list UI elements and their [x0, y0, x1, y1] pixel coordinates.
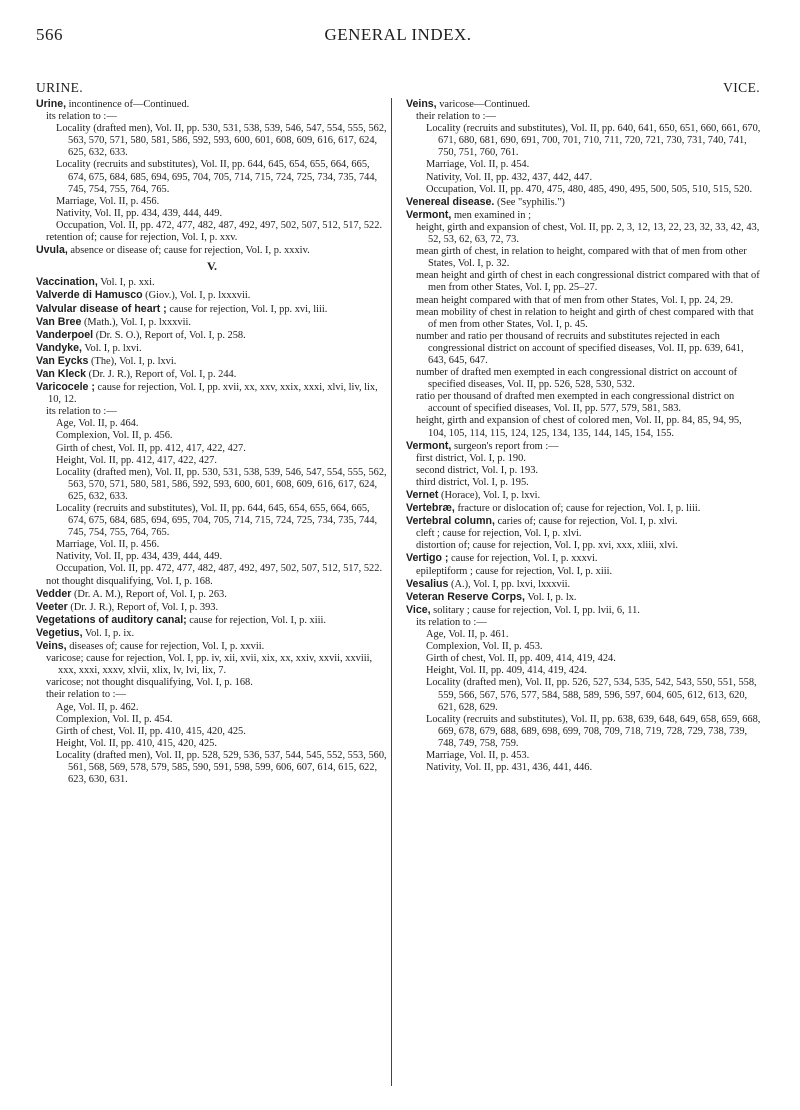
index-subentry	[36, 551, 388, 563]
index-subentry	[36, 738, 388, 750]
entry-text: mean mobility of chest in relation to height and girth of chest compared with that of men from other States, Vol. I, p. 45.	[416, 306, 754, 330]
entry-text: number and ratio per thousand of recruits and substitutes rejected in each congressional district on account of specified diseases, Vol. II, pp. 639, 641, 643, 645, 647.	[416, 330, 744, 366]
entry-text: Locality (drafted men), Vol. II, pp. 528, 529, 536, 537, 544, 545, 552, 553, 560, 561, 568, 569, 578, 579, 585, 590, 591, 598, 599, 606, 607, 614, 615, 622, 623, 630, 631.	[56, 749, 387, 786]
entry-text: not thought disqualifying, Vol. I, p. 168.	[46, 575, 213, 587]
entry-text: epileptiform ; cause for rejection, Vol. I, p. xiii.	[416, 565, 613, 577]
entry-text: (Dr. S. O.), Report of, Vol. I, p. 258.	[93, 329, 246, 341]
entry-text: Girth of chest, Vol. II, pp. 409, 414, 419, 424.	[426, 653, 616, 665]
index-subentry	[406, 629, 762, 641]
entry-text: Nativity, Vol. II, pp. 434, 439, 444, 449.	[56, 207, 223, 219]
entry-heading: Vegetations of auditory canal;	[36, 613, 187, 626]
entry-text: (See "syphilis.")	[494, 196, 565, 208]
entry-text: Marriage, Vol. II, p. 456.	[56, 195, 160, 207]
index-subentry	[36, 159, 388, 195]
index-entry	[406, 502, 762, 515]
index-subentry	[36, 714, 388, 726]
entry-text: Height, Vol. II, pp. 410, 415, 420, 425.	[56, 737, 217, 749]
index-subentry	[406, 172, 762, 184]
entry-text: Locality (recruits and substitutes), Vol. II, pp. 640, 641, 650, 651, 660, 661, 670, 671, 680, 681, 690, 691, 700, 701, 710, 711, 720, 721, 730, 731, 740, 741, 750, 751, 760, 761.	[426, 123, 761, 159]
entry-text: Locality (recruits and substitutes), Vol. II, pp. 644, 645, 654, 655, 664, 665, 674, 675, 684, 685, 694, 695, 704, 705, 714, 715, 724, 725, 734, 735, 744, 745, 754, 755, 764, 765.	[56, 159, 378, 195]
index-subentry	[36, 406, 388, 418]
entry-text: caries of; cause for rejection, Vol. I, p. xlvi.	[494, 516, 678, 528]
index-subentry	[36, 726, 388, 738]
entry-text: Marriage, Vol. II, p. 456.	[56, 539, 160, 551]
entry-heading: Uvula,	[36, 244, 68, 257]
entry-text: varicose; cause for rejection, Vol. I, pp. iv, xii, xvii, xix, xx, xxiv, xxvii, xxviii, xxx, xxxi, xxxv, xlvii, xlix, lv, lvi, lix, 7.	[46, 653, 373, 677]
index-subentry	[36, 232, 388, 244]
index-entry	[36, 355, 388, 368]
entry-text: retention of; cause for rejection, Vol. I, p. xxv.	[46, 232, 238, 244]
entry-heading: Urine,	[36, 98, 67, 110]
guide-word-left: URINE.	[36, 80, 84, 95]
entry-heading: Varicocele ;	[36, 381, 95, 394]
index-subentry	[406, 617, 762, 629]
entry-heading: Veteran Reserve Corps,	[406, 590, 525, 603]
index-subentry	[406, 641, 762, 653]
index-subentry	[406, 677, 762, 713]
entry-text: its relation to :—	[416, 616, 487, 628]
entry-text: height, girth and expansion of chest, Vol. II, pp. 2, 3, 12, 13, 22, 23, 32, 33, 42, 43, 52, 53, 62, 63, 72, 73.	[416, 221, 760, 246]
index-entry	[36, 276, 388, 289]
index-entry	[36, 329, 388, 342]
index-subentry	[36, 702, 388, 714]
index-entry	[406, 209, 762, 222]
entry-heading: Vice,	[406, 603, 431, 616]
index-subentry	[406, 222, 762, 246]
index-entry	[406, 552, 762, 565]
index-subentry	[36, 467, 388, 503]
entry-text: distortion of; cause for rejection, Vol. I, pp. xvi, xxx, xliii, xlvi.	[416, 540, 678, 552]
index-entry	[406, 98, 762, 111]
entry-text: their relation to :—	[46, 689, 126, 701]
entry-text: incontinence of—Continued.	[66, 99, 190, 110]
entry-text: solitary ; cause for rejection, Vol. I, pp. lvii, 6, 11.	[430, 604, 640, 616]
index-entry	[36, 614, 388, 627]
entry-text: Locality (drafted men), Vol. II, pp. 526, 527, 534, 535, 542, 543, 550, 551, 558, 559, 566, 567, 576, 577, 584, 588, 589, 596, 597, 604, 605, 612, 613, 620, 621, 628, 629.	[426, 677, 757, 713]
index-subentry	[406, 111, 762, 123]
entry-text: Locality (recruits and substitutes), Vol. II, pp. 638, 639, 648, 649, 658, 659, 668, 669, 678, 679, 688, 689, 698, 699, 708, 709, 718, 719, 728, 729, 738, 739, 748, 749, 758, 759.	[426, 713, 761, 749]
index-subentry	[406, 750, 762, 762]
entry-text: ratio per thousand of drafted men exempted in each congressional district on account of specified diseases, Vol. II, pp. 577, 579, 581, 583.	[416, 391, 735, 415]
index-subentry	[406, 391, 762, 415]
entry-heading: Van Eycks	[36, 354, 89, 367]
entry-text: varicose; not thought disqualifying, Vol. I, p. 168.	[46, 677, 253, 689]
index-subentry	[406, 528, 762, 540]
entry-text: its relation to :—	[46, 111, 117, 123]
entry-heading: Vernet	[406, 489, 439, 501]
index-entry	[406, 604, 762, 617]
index-entry	[36, 98, 388, 111]
entry-heading: Veins,	[406, 98, 437, 110]
entry-text: Age, Vol. II, p. 464.	[56, 418, 139, 430]
entry-text: cause for rejection, Vol. I, pp. xvi, liii.	[166, 303, 328, 315]
entry-text: second district, Vol. I, p. 193.	[416, 464, 538, 476]
index-subentry	[406, 246, 762, 270]
index-subentry	[36, 111, 388, 123]
entry-text: Nativity, Vol. II, pp. 432, 437, 442, 447.	[426, 171, 593, 183]
entry-heading: Valvular disease of heart ;	[36, 302, 167, 315]
index-entry	[36, 342, 388, 355]
entry-text: surgeon's report from :—	[451, 440, 559, 452]
index-subentry	[406, 762, 762, 774]
entry-text: Locality (drafted men), Vol. II, pp. 530, 531, 538, 539, 546, 547, 554, 555, 562, 563, 570, 571, 580, 581, 586, 592, 593, 600, 601, 608, 609, 616, 617, 624, 625, 632, 633.	[56, 123, 387, 159]
index-entry	[406, 515, 762, 528]
entry-heading: Vertebræ,	[406, 502, 455, 515]
entry-text: varicose—Continued.	[436, 99, 531, 110]
entry-heading: Vermont,	[406, 208, 452, 221]
index-entry	[406, 591, 762, 604]
index-subentry	[406, 307, 762, 331]
index-subentry	[406, 159, 762, 171]
entry-text: Occupation, Vol. II, pp. 472, 477, 482, 487, 492, 497, 502, 507, 512, 517, 522.	[56, 219, 383, 231]
index-entry	[36, 627, 388, 640]
entry-heading: Van Bree	[36, 315, 82, 328]
entry-text: Occupation, Vol. II, pp. 472, 477, 482, 487, 492, 497, 502, 507, 512, 517, 522.	[56, 563, 383, 575]
entry-text: Height, Vol. II, pp. 412, 417, 422, 427.	[56, 454, 217, 466]
entry-text: first district, Vol. I, p. 190.	[416, 452, 526, 464]
index-subentry	[36, 418, 388, 430]
index-entry	[36, 640, 388, 653]
entry-text: Complexion, Vol. II, p. 454.	[56, 713, 173, 725]
entry-text: Complexion, Vol. II, p. 453.	[426, 641, 543, 653]
entry-heading: Vesalius	[406, 577, 449, 590]
index-subentry	[406, 270, 762, 294]
entry-text: Locality (drafted men), Vol. II, pp. 530, 531, 538, 539, 546, 547, 554, 555, 562, 563, 570, 571, 580, 581, 586, 592, 593, 600, 601, 608, 609, 616, 617, 624, 625, 632, 633.	[56, 466, 387, 502]
index-subentry	[36, 689, 388, 701]
entry-text: Marriage, Vol. II, p. 453.	[426, 749, 530, 761]
page-number: 566	[36, 25, 63, 44]
entry-text: (Dr. J. R.), Report of, Vol. I, p. 393.	[67, 601, 219, 613]
entry-text: Age, Vol. II, p. 462.	[56, 701, 139, 713]
entry-text: Complexion, Vol. II, p. 456.	[56, 430, 173, 442]
entry-text: Age, Vol. II, p. 461.	[426, 629, 509, 641]
index-entry	[36, 368, 388, 381]
index-subentry	[406, 566, 762, 578]
entry-text: third district, Vol. I, p. 195.	[416, 476, 529, 488]
index-subentry	[406, 465, 762, 477]
entry-text: Vol. I, p. lxvi.	[81, 342, 142, 354]
index-entry	[36, 244, 388, 257]
entry-text: fracture or dislocation of; cause for rejection, Vol. I, p. liii.	[454, 503, 701, 515]
index-subentry	[406, 453, 762, 465]
entry-text: Occupation, Vol. II, pp. 470, 475, 480, 485, 490, 495, 500, 505, 510, 515, 520.	[426, 183, 753, 195]
page-title: GENERAL INDEX.	[324, 25, 472, 44]
entry-text: diseases of; cause for rejection, Vol. I, p. xxvii.	[66, 641, 265, 653]
entry-text: Nativity, Vol. II, pp. 431, 436, 441, 446.	[426, 762, 593, 774]
index-entry	[36, 289, 388, 302]
entry-text: cause for rejection, Vol. I, p. xiii.	[186, 614, 326, 626]
entry-text: Vol. I, p. lx.	[524, 591, 577, 603]
entry-text: cause for rejection, Vol. I, p. xxxvi.	[448, 553, 598, 565]
entry-text: (Horace), Vol. I, p. lxvi.	[438, 490, 541, 501]
entry-text: its relation to :—	[46, 406, 117, 418]
guide-word-right: VICE.	[723, 80, 760, 95]
index-subentry	[36, 539, 388, 551]
entry-heading: Vegetius,	[36, 626, 83, 639]
index-subentry	[36, 208, 388, 220]
entry-text: (The), Vol. I, p. lxvi.	[88, 355, 177, 367]
index-subentry	[36, 503, 388, 539]
index-subentry	[406, 331, 762, 367]
index-subentry	[406, 295, 762, 307]
index-entry	[406, 196, 762, 209]
entry-heading: Vermont,	[406, 439, 452, 452]
index-subentry	[36, 220, 388, 232]
index-subentry	[36, 677, 388, 689]
index-subentry	[406, 123, 762, 159]
index-entry	[36, 588, 388, 601]
index-subentry	[36, 443, 388, 455]
entry-text: mean height and girth of chest in each congressional district compared with that of men from other States, Vol. I, pp. 25–27.	[416, 270, 760, 294]
entry-text: their relation to :—	[416, 111, 496, 123]
entry-text: Nativity, Vol. II, pp. 434, 439, 444, 449.	[56, 551, 223, 563]
entry-text: Height, Vol. II, pp. 409, 414, 419, 424.	[426, 665, 587, 677]
index-subentry	[36, 576, 388, 588]
entry-heading: Vaccination,	[36, 276, 98, 289]
index-subentry	[406, 184, 762, 196]
index-entry	[36, 303, 388, 316]
page-header	[36, 25, 760, 51]
index-subentry	[406, 367, 762, 391]
entry-heading: Van Kleck	[36, 367, 87, 380]
entry-heading: Veeter	[36, 600, 68, 613]
entry-text: absence or disease of; cause for rejection, Vol. I, p. xxxiv.	[67, 245, 310, 257]
entry-text: Vol. I, p. xxi.	[97, 277, 155, 289]
entry-text: number of drafted men exempted in each congressional district on account of specified diseases, Vol. II, pp. 526, 528, 530, 532.	[416, 367, 738, 391]
entry-text: (Giov.), Vol. I, p. lxxxvii.	[142, 290, 251, 302]
right-column	[406, 98, 762, 774]
index-entry	[406, 489, 762, 502]
entry-heading: Venereal disease.	[406, 195, 495, 208]
entry-heading: Vedder	[36, 587, 72, 600]
entry-text: cause for rejection, Vol. I, pp. xvii, xx, xxv, xxix, xxxi, xlvi, liv, lix, 10, 12.	[48, 382, 378, 406]
entry-heading: Valverde di Hamusco	[36, 289, 143, 302]
entry-text: (Math.), Vol. I, p. lxxxvii.	[81, 316, 191, 328]
index-entry	[36, 381, 388, 406]
entry-heading: Veins,	[36, 640, 67, 653]
entry-text: Girth of chest, Vol. II, pp. 412, 417, 422, 427.	[56, 442, 246, 454]
entry-text: (Dr. J. R.), Report of, Vol. I, p. 244.	[86, 368, 237, 380]
index-subentry	[406, 653, 762, 665]
index-subentry	[36, 653, 388, 677]
index-subentry	[406, 477, 762, 489]
index-subentry	[36, 563, 388, 575]
index-subentry	[36, 750, 388, 786]
index-entry	[36, 316, 388, 329]
index-subentry	[36, 123, 388, 159]
index-subentry	[406, 415, 762, 439]
entry-text: (A.), Vol. I, pp. lxvi, lxxxvii.	[448, 578, 571, 590]
index-subentry	[406, 714, 762, 750]
index-entry	[406, 578, 762, 591]
index-entry	[36, 601, 388, 614]
index-subentry	[36, 430, 388, 442]
entry-text: men examined in ;	[451, 209, 531, 221]
left-column	[36, 98, 388, 786]
entry-text: Marriage, Vol. II, p. 454.	[426, 159, 530, 171]
entry-text: (Dr. A. M.), Report of, Vol. I, p. 263.	[71, 588, 227, 600]
index-entry	[406, 440, 762, 453]
entry-text: Vol. I, p. ix.	[82, 627, 135, 639]
entry-text: mean height compared with that of men from other States, Vol. I, pp. 24, 29.	[416, 294, 734, 306]
entry-heading: Vertigo ;	[406, 552, 449, 565]
entry-text: Girth of chest, Vol. II, pp. 410, 415, 420, 425.	[56, 725, 246, 737]
section-letter: V.	[206, 259, 218, 274]
index-subentry	[36, 455, 388, 467]
entry-text: cleft ; cause for rejection, Vol. I, p. xlvi.	[416, 528, 582, 540]
index-subentry	[406, 665, 762, 677]
index-subentry	[36, 196, 388, 208]
column-divider	[391, 98, 392, 1086]
entry-heading: Vandyke,	[36, 341, 82, 354]
entry-heading: Vanderpoel	[36, 328, 94, 341]
entry-text: mean girth of chest, in relation to height, compared with that of men from other States, Vol. I, p. 32.	[416, 246, 747, 270]
entry-text: Locality (recruits and substitutes), Vol. II, pp. 644, 645, 654, 655, 664, 665, 674, 675, 684, 685, 694, 695, 704, 705, 714, 715, 724, 725, 734, 735, 744, 745, 754, 755, 764, 765.	[56, 503, 378, 539]
index-subentry	[406, 540, 762, 552]
entry-heading: Vertebral column,	[406, 515, 495, 528]
entry-text: height, girth and expansion of chest of colored men, Vol. II, pp. 84, 85, 94, 95, 104, 105, 114, 115, 124, 125, 134, 135, 144, 145, 154, 155.	[416, 415, 742, 439]
